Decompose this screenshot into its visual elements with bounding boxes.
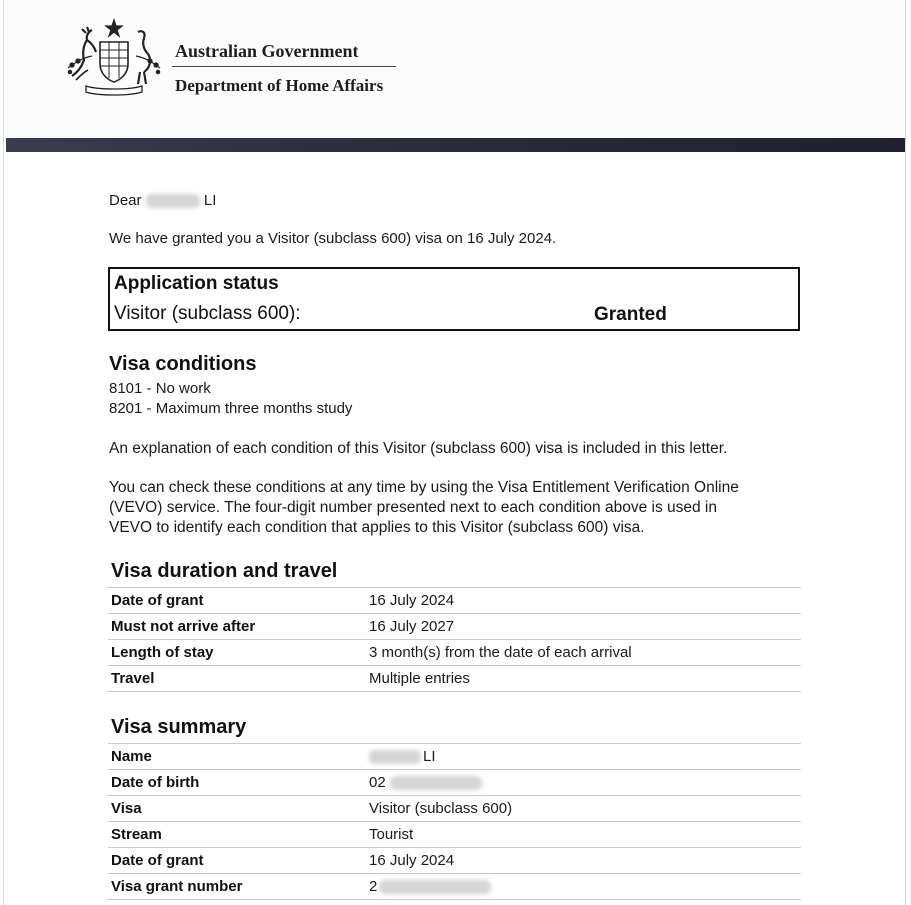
row-value: 16 July 2024 xyxy=(366,848,801,874)
row-label: Date of grant xyxy=(108,848,366,874)
row-value: Tourist xyxy=(366,822,801,848)
header-divider xyxy=(172,66,396,67)
table-row xyxy=(108,848,801,874)
redacted-given-name xyxy=(369,750,421,764)
visa-summary-table xyxy=(108,743,801,900)
page-edge-left xyxy=(3,0,4,905)
visa-duration-table xyxy=(108,587,801,692)
conditions-explanation: An explanation of each condition of this Visitor (subclass 600) visa is included in this letter. xyxy=(109,440,728,457)
summary-dob-value: 02 xyxy=(369,774,386,791)
row-label: Visa xyxy=(108,796,366,822)
salutation-prefix: Dear xyxy=(109,192,142,209)
redacted-given-name xyxy=(146,194,200,208)
visa-summary-heading: Visa summary xyxy=(111,716,247,738)
summary-grant-number-value: 2 xyxy=(369,878,378,895)
table-row xyxy=(108,614,801,640)
row-label: Stream xyxy=(108,822,366,848)
visa-conditions-heading: Visa conditions xyxy=(109,353,257,375)
table-row xyxy=(108,796,801,822)
vevo-line: VEVO to identify each condition that applies to this Visitor (subclass 600) visa. xyxy=(109,519,645,536)
row-label: Length of stay xyxy=(108,640,366,666)
summary-name-value: LI xyxy=(423,748,436,765)
vevo-line: (VEVO) service. The four-digit number presented next to each condition above is used in xyxy=(109,499,717,516)
row-value: 16 July 2024 xyxy=(366,588,801,614)
table-row xyxy=(108,640,801,666)
row-value: Multiple entries xyxy=(366,666,801,692)
header-band xyxy=(6,138,905,152)
coat-of-arms-icon xyxy=(62,18,166,96)
condition-item: 8101 - No work xyxy=(109,380,211,397)
salutation xyxy=(109,192,216,209)
government-name: Australian Government xyxy=(175,41,359,61)
grant-sentence: We have granted you a Visitor (subclass 600) visa on 16 July 2024. xyxy=(109,230,557,247)
row-label: Visa grant number xyxy=(108,874,366,900)
redacted-date-of-birth xyxy=(390,776,482,790)
application-status-value: Granted xyxy=(594,304,667,325)
table-row xyxy=(108,744,801,770)
visa-duration-heading: Visa duration and travel xyxy=(111,560,338,582)
row-label: Must not arrive after xyxy=(108,614,366,640)
vevo-line: You can check these conditions at any time by using the Visa Entitlement Verification Online xyxy=(109,479,739,496)
condition-item: 8201 - Maximum three months study xyxy=(109,400,353,417)
row-value: 16 July 2027 xyxy=(366,614,801,640)
redacted-grant-number xyxy=(379,880,491,894)
row-value xyxy=(366,770,801,796)
table-row xyxy=(108,822,801,848)
row-value: 3 month(s) from the date of each arrival xyxy=(366,640,801,666)
table-row xyxy=(108,874,801,900)
table-row xyxy=(108,666,801,692)
row-label: Travel xyxy=(108,666,366,692)
table-row xyxy=(108,588,801,614)
page-edge-right xyxy=(905,0,906,905)
application-status-visa: Visitor (subclass 600): xyxy=(114,303,301,324)
row-value xyxy=(366,874,801,900)
salutation-surname: LI xyxy=(203,192,217,209)
application-status-box xyxy=(108,267,800,331)
letterhead xyxy=(6,0,904,140)
row-label: Date of grant xyxy=(108,588,366,614)
application-status-title: Application status xyxy=(114,273,279,294)
row-label: Date of birth xyxy=(108,770,366,796)
row-value xyxy=(366,744,801,770)
table-row xyxy=(108,770,801,796)
vevo-paragraph xyxy=(109,478,809,538)
department-name: Department of Home Affairs xyxy=(175,76,384,95)
row-value: Visitor (subclass 600) xyxy=(366,796,801,822)
row-label: Name xyxy=(108,744,366,770)
